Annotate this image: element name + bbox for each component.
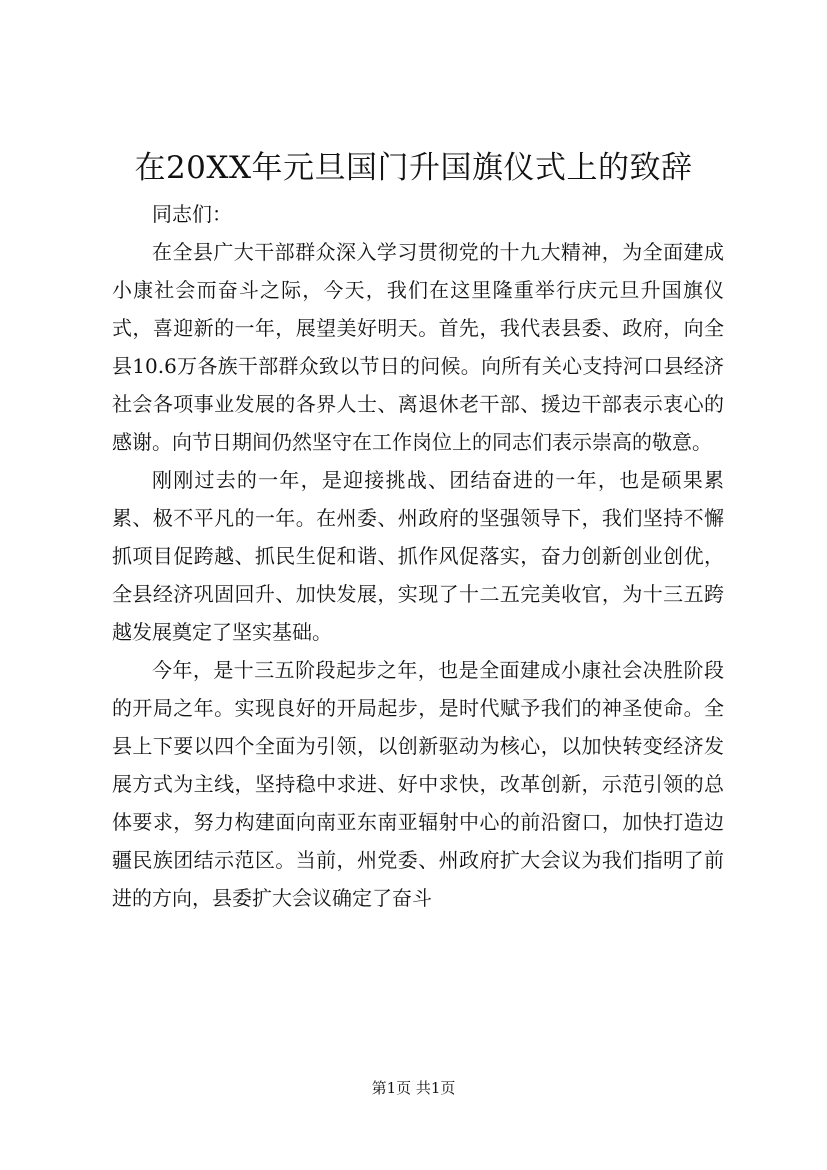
page-number-footer: 第1页 共1页 [371,1079,456,1097]
document-title: 在20XX年元旦国门升国旗仪式上的致辞 [134,150,693,186]
paragraph: 在全县广大干部群众深入学习贯彻党的十九大精神，为全面建成小康社会而奋斗之际，今天，我们在这里隆重举行庆元旦升国旗仪式，喜迎新的一年，展望美好明天。首先，我代表县委、政府，向全县10.6万各族干部群众致以节日的问候。向所有关心支持河口县经济社会各项事业发展的各界人士、离退休老干部、援边干部表示衷心的感谢。向节日期间仍然坚守在工作岗位上的同志们表示崇高的敬意。 [112,240,724,454]
document-body [112,195,724,917]
salutation: 同志们： [152,202,232,226]
paragraph: 刚刚过去的一年，是迎接挑战、团结奋进的一年，也是硕果累累、极不平凡的一年。在州委、州政府的坚强领导下，我们坚持不懈抓项目促跨越、抓民生促和谐、抓作风促落实，奋力创新创业创优，全县经济巩固回升、加快发展，实现了十二五完美收官，为十三五跨越发展奠定了坚实基础。 [112,468,724,644]
paragraph: 今年，是十三五阶段起步之年，也是全面建成小康社会决胜阶段的开局之年。实现良好的开局起步，是时代赋予我们的神圣使命。全县上下要以四个全面为引领，以创新驱动为核心，以加快转变经济发展方式为主线，坚持稳中求进、好中求快，改革创新，示范引领的总体要求，努力构建面向南亚东南亚辐射中心的前沿窗口，加快打造边疆民族团结示范区。当前，州党委、州政府扩大会议为我们指明了前进的方向，县委扩大会议确定了奋斗 [112,658,724,910]
